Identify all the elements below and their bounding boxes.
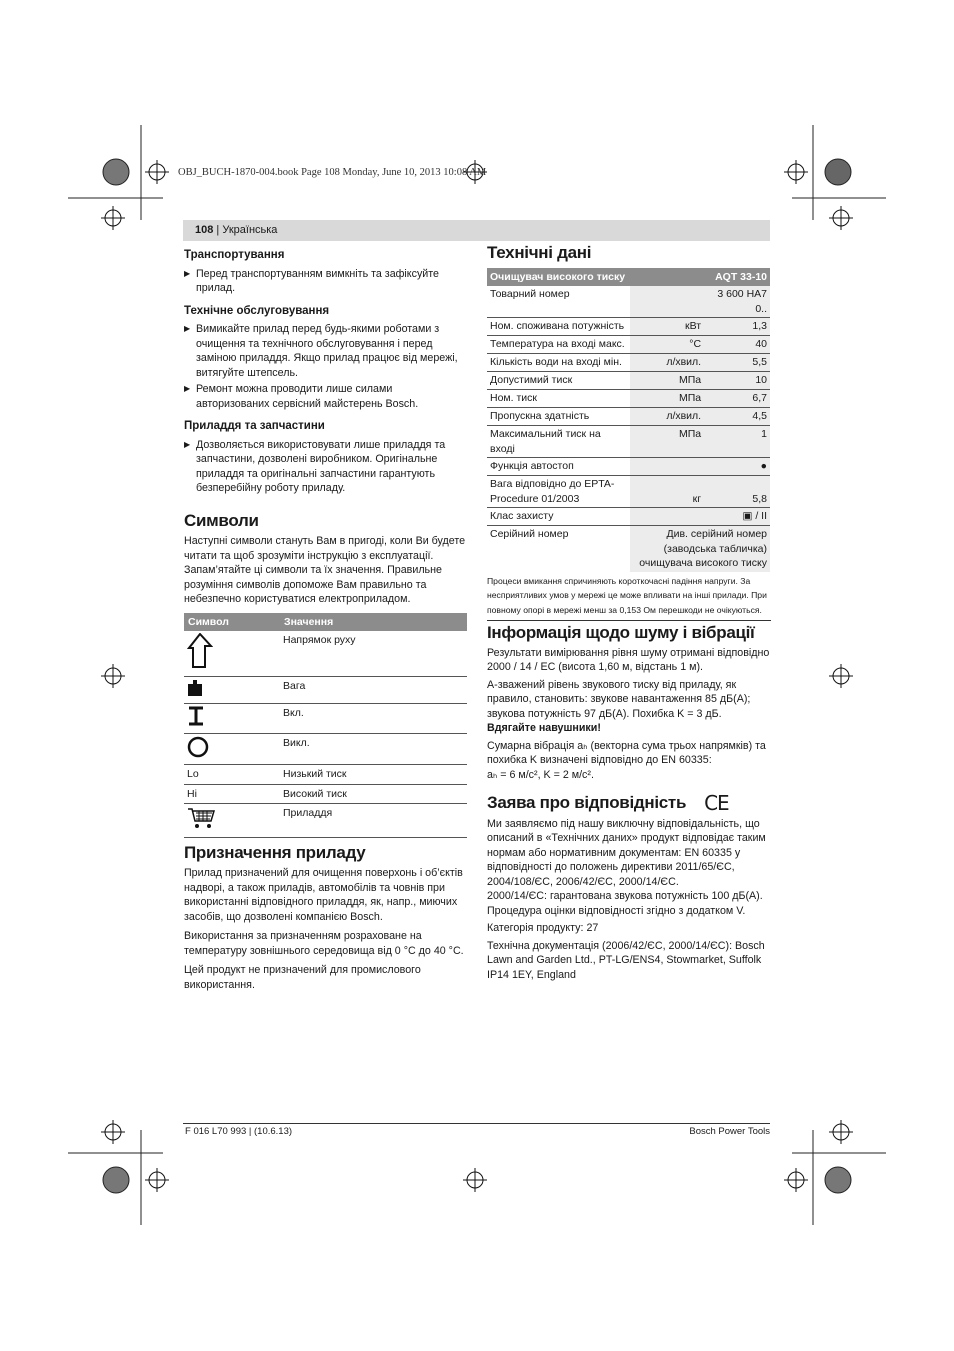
- footer-right: Bosch Power Tools: [689, 1126, 770, 1137]
- serial-value: Див. серійний номер (заводська табличка) очищувача високого тиску: [630, 526, 770, 572]
- conformity-paragraph: 2000/14/ЄС: гарантована звукова потужність 100 дБ(A). Процедура оцінки відповідності згідно з додатком V.: [487, 890, 763, 917]
- spec-unit: [630, 458, 704, 476]
- purpose-title: Призначення приладу: [184, 842, 366, 862]
- noise-title: Інформація щодо шуму і вібрації: [487, 623, 755, 642]
- table-row: [184, 765, 467, 785]
- col-meaning: Значення: [280, 613, 467, 632]
- symbol-meaning: Вага: [280, 676, 467, 704]
- footer-divider: [183, 1123, 770, 1124]
- col-symbol: Символ: [184, 613, 280, 632]
- list-item-text: Перед транспортуванням вимкніть та зафіксуйте прилад.: [196, 267, 439, 294]
- table-row: [487, 426, 770, 458]
- conformity-paragraph: Технічна документація (2006/42/ЄС, 2000/14/ЄС): Bosch Lawn and Garden Ltd., PT-LG/ENS4, Stowmarket, Suffolk IP14 1EY, England: [487, 939, 765, 981]
- noise-values: aₕ = 6 м/с², K = 2 м/с².: [487, 768, 594, 781]
- table-row: [487, 458, 770, 476]
- symbols-intro: Наступні символи стануть Вам в пригоді, коли Ви будете читати та щоб зрозуміти інструкцію з експлуатації. Запам’ятайте ці символи та їх значення. Правильне розуміння символів допоможе Вам правильно та небезпечно користуватися електроприладом.: [184, 535, 466, 605]
- spec-unit: л/хвил.: [630, 408, 704, 426]
- transport-title: Транспортування: [184, 249, 285, 261]
- noise-warning: Вдягайте навушники!: [487, 722, 601, 734]
- maintenance-title: Технічне обслуговування: [184, 304, 330, 317]
- footer-left: F 016 L70 993 | (10.6.13): [185, 1126, 293, 1137]
- tech-title: Технічні дані: [487, 243, 592, 262]
- conformity-heading: [487, 791, 771, 815]
- tech-rows: [487, 286, 770, 526]
- symbols-table: [184, 613, 467, 838]
- spec-value: 3 600 HA7 0..: [704, 286, 770, 318]
- tech-head-label: Очищувач високого тиску: [487, 268, 704, 287]
- spec-value: 6,7: [704, 390, 770, 408]
- symbol-text: Hi: [184, 784, 280, 804]
- list-item-text: Ремонт можна проводити лише силами авторизованих сервісний майстерень Bosch.: [196, 383, 419, 410]
- purpose-paragraph: Використання за призначенням розраховане на температуру зовнішнього середовища від 0 °C до 40 °C.: [184, 930, 464, 957]
- symbol-text: Lo: [184, 765, 280, 785]
- arrow-icon: [187, 633, 213, 669]
- spec-label: Пропускна здатність: [487, 408, 630, 426]
- spec-unit: кг: [630, 476, 704, 508]
- spec-unit: °C: [630, 336, 704, 354]
- spec-value: 4,5: [704, 408, 770, 426]
- table-row: [184, 784, 467, 804]
- page-number: 108: [195, 224, 214, 236]
- spec-value: 5,8: [704, 476, 770, 508]
- spec-label: Товарний номер: [487, 286, 630, 318]
- conformity-title: Заява про відповідність: [487, 793, 687, 812]
- spec-label: Максимальний тиск на вході: [487, 426, 630, 458]
- file-info: OBJ_BUCH-1870-004.book Page 108 Monday, June 10, 2013 10:08 AM: [178, 167, 487, 178]
- noise-paragraph: А-зважений рівень звукового тиску від приладу, як правило, становить: звукове навантаження 85 дБ(A); звукова потужність 97 дБ(A). Похибка K = 3 дБ.: [487, 678, 751, 720]
- table-row: [487, 526, 770, 572]
- bullet-icon: ▶: [184, 439, 191, 449]
- noise-paragraph: Результати вимірювання рівня шуму отримані відповідно 2000 / 14 / EC (висота 1,60 м, відстань 1 м).: [487, 646, 770, 673]
- symbol-meaning: Приладдя: [280, 804, 467, 838]
- symbol-meaning: Високий тиск: [280, 784, 467, 804]
- spec-unit: кВт: [630, 318, 704, 336]
- table-row: [487, 318, 770, 336]
- spec-label: Температура на вході макс.: [487, 336, 630, 354]
- weight-icon: [187, 679, 203, 697]
- list-item: [184, 382, 468, 411]
- tech-footnote: Процеси вмикання спричиняють короткочасні падіння напруги. За несприятливих умов у мережі це може впливати на інші прилади. При повному опорі в мережі менш за 0,153 Ом перешкоди не очікуються.: [487, 575, 767, 615]
- bullet-icon: ▶: [184, 268, 191, 278]
- table-row: [487, 408, 770, 426]
- spec-value: 1: [704, 426, 770, 458]
- spec-label: Ном. тиск: [487, 390, 630, 408]
- left-column: [184, 248, 468, 992]
- spec-unit: [630, 286, 704, 318]
- list-item-text: Дозволяється використовувати лише приладдя та запчастини, дозволені виробником. Оригінальне приладдя та оригінальні запчастини гарантують безперебійну роботу приладу.: [196, 438, 446, 494]
- bullet-icon: ▶: [184, 384, 191, 393]
- spec-unit: [630, 508, 704, 526]
- table-row: [487, 336, 770, 354]
- spec-unit: МПа: [630, 390, 704, 408]
- spec-label: Допустимий тиск: [487, 372, 630, 390]
- table-row: [487, 390, 770, 408]
- purpose-paragraph: Прилад призначений для очищення поверхонь і об’єктів надворі, а також приладів, автомобілів та човнів при використанні відповідного приладдя, як, напр., миючих засобів, що дозволені компанією Bosch.: [184, 867, 463, 923]
- cart-icon: [187, 806, 217, 830]
- symbol-meaning: Напрямок руху: [280, 631, 467, 676]
- symbols-title: Символи: [184, 510, 259, 530]
- accessories-title: Приладдя та запчастини: [184, 420, 325, 432]
- on-icon: [187, 706, 205, 726]
- spec-value: 40: [704, 336, 770, 354]
- spec-label: Вага відповідно до EPTA-Procedure 01/2003: [487, 476, 630, 508]
- table-row: [184, 804, 467, 838]
- spec-value: 10: [704, 372, 770, 390]
- list-item-text: Вимикайте прилад перед будь-якими роботами з очищення та технічного обслуговування і перед заміною приладдя. Якщо прилад працює від мережі, витягуйте штепсель.: [196, 323, 458, 379]
- conformity-paragraph: Категорія продукту: 27: [487, 922, 599, 934]
- table-row: [487, 354, 770, 372]
- symbol-meaning: Вкл.: [280, 704, 467, 734]
- table-row: [184, 733, 467, 765]
- list-item: [184, 438, 468, 496]
- spec-value: 1,3: [704, 318, 770, 336]
- tech-table: [487, 268, 770, 572]
- noise-paragraph: Сумарна вібрація aₕ (векторна сума трьох напрямків) та похибка K визначені відповідно до EN 60335:: [487, 739, 766, 766]
- spec-unit: л/хвил.: [630, 354, 704, 372]
- page-header: [195, 224, 277, 236]
- purpose-paragraph: Цей продукт не призначений для промислового використання.: [184, 964, 421, 991]
- off-icon: [187, 736, 209, 758]
- spec-unit: МПа: [630, 426, 704, 458]
- bullet-icon: ▶: [184, 324, 191, 333]
- table-row: [184, 676, 467, 704]
- spec-unit: МПа: [630, 372, 704, 390]
- spec-label: Клас захисту: [487, 508, 630, 526]
- conformity-paragraph: Ми заявляємо під нашу виключну відповідальність, що описаний в «Технічних даних» продукт відповідає таким нормам або нормативним документам: EN 60335 у відповідності до положень директиви 2011/65/ЄС, 2004/108/ЄС, 2006/42/ЄС, 2000/14/ЄС.: [487, 817, 766, 888]
- symbol-meaning: Викл.: [280, 733, 467, 765]
- spec-label: Ном. споживана потужність: [487, 318, 630, 336]
- list-item: [184, 267, 468, 296]
- serial-label: Серійний номер: [490, 528, 569, 540]
- table-row: [487, 508, 770, 526]
- tech-head-model: AQT 33-10: [704, 268, 770, 287]
- right-column: [487, 243, 771, 982]
- spec-label: Функція автостоп: [487, 458, 630, 476]
- header-separator: |: [213, 224, 223, 236]
- table-row: [184, 631, 467, 676]
- table-row: [487, 476, 770, 508]
- spec-value: 5,5: [704, 354, 770, 372]
- divider: [487, 620, 771, 621]
- spec-value: ●: [704, 458, 770, 476]
- symbol-meaning: Низький тиск: [280, 765, 467, 785]
- table-row: [184, 704, 467, 734]
- spec-label: Кількість води на вході мін.: [487, 354, 630, 372]
- table-row: [487, 372, 770, 390]
- table-row: [487, 286, 770, 318]
- list-item: [184, 322, 468, 380]
- header-language: Українська: [222, 224, 278, 236]
- ce-mark-icon: CE: [704, 791, 729, 815]
- spec-value: ▣ / II: [704, 508, 770, 526]
